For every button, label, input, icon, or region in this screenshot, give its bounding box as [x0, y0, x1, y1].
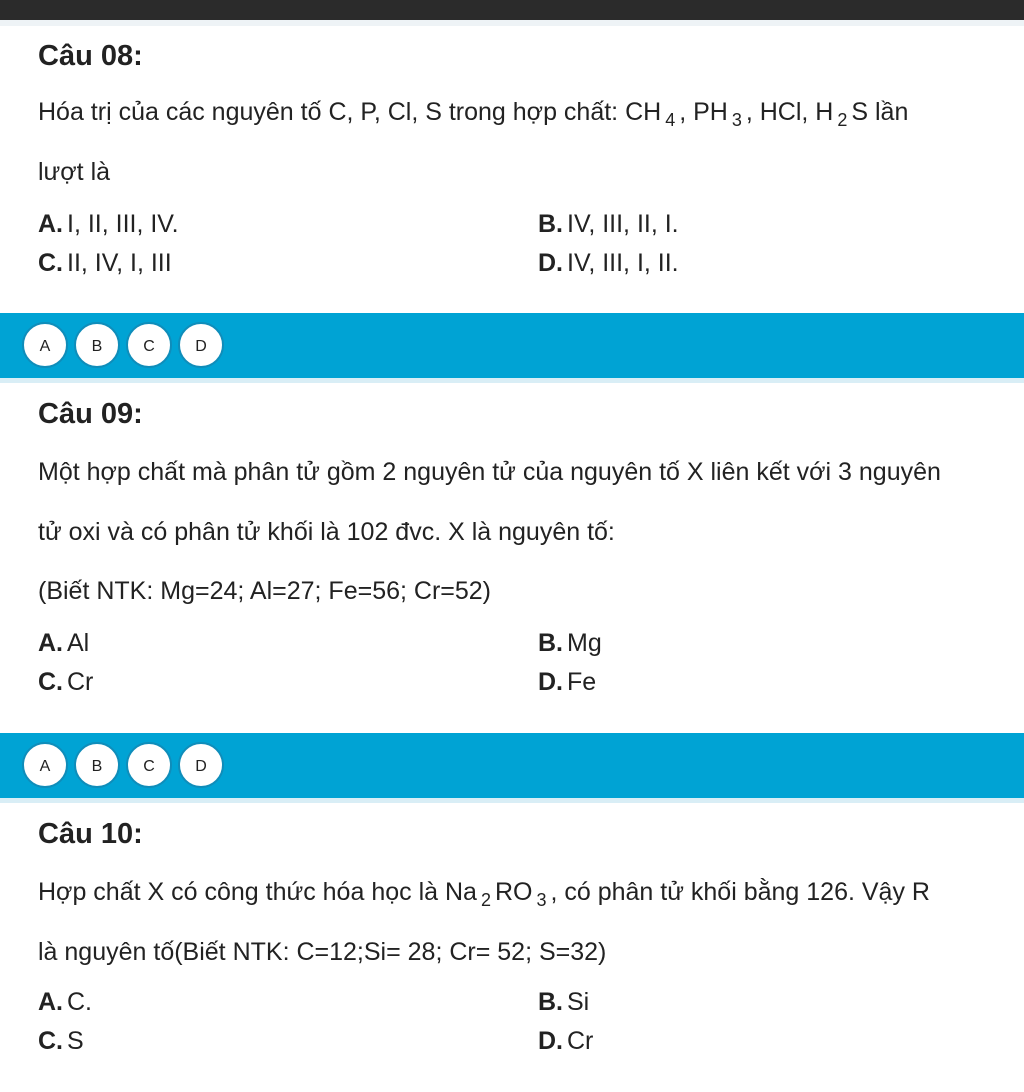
answer-button-b[interactable]: B	[74, 322, 120, 368]
subscript: 2	[480, 890, 491, 910]
option-letter: D.	[538, 249, 563, 277]
option-text: Cr	[567, 1027, 594, 1055]
top-bar	[0, 0, 1024, 20]
option-text: II, IV, I, III	[67, 249, 172, 277]
question-title: Câu 08:	[38, 40, 143, 72]
option-b	[538, 210, 679, 239]
text-part: RO	[494, 878, 533, 906]
option-letter: A.	[38, 629, 63, 657]
question-text-line1: Một hợp chất mà phân tử gồm 2 nguyên tử của nguyên tố X liên kết với 3 nguyên	[38, 458, 941, 486]
option-text: IV, III, II, I.	[567, 210, 679, 238]
option-c	[38, 249, 172, 278]
question-text-line2: là nguyên tố(Biết NTK: C=12;Si= 28; Cr= 52; S=32)	[38, 938, 607, 966]
question-text-line2: lượt là	[38, 158, 111, 186]
option-text: I, II, III, IV.	[67, 210, 179, 238]
answer-button-d[interactable]: D	[178, 742, 224, 788]
option-b	[538, 988, 589, 1017]
subscript: 4	[665, 110, 676, 130]
option-letter: A.	[38, 210, 63, 238]
question-title: Câu 09:	[38, 398, 143, 430]
answer-button-c[interactable]: C	[126, 742, 172, 788]
top-divider	[0, 20, 1024, 26]
answer-button-c[interactable]: C	[126, 322, 172, 368]
answer-button-b[interactable]: B	[74, 742, 120, 788]
option-letter: A.	[38, 988, 63, 1016]
option-c	[38, 668, 93, 697]
answer-button-a[interactable]: A	[22, 742, 68, 788]
option-text: Fe	[567, 668, 597, 696]
option-text: C.	[67, 988, 92, 1016]
option-letter: C.	[38, 249, 63, 277]
option-text: IV, III, I, II.	[567, 249, 679, 277]
option-d	[538, 249, 679, 278]
answer-bar-09	[0, 733, 1024, 803]
subscript: 3	[536, 890, 547, 910]
text-part: Hợp chất X có công thức hóa học là Na	[38, 878, 477, 906]
option-d	[538, 668, 596, 697]
option-a	[38, 629, 89, 658]
option-text: Cr	[67, 668, 94, 696]
option-a	[38, 988, 92, 1017]
option-letter: B.	[538, 988, 563, 1016]
question-text-line1	[38, 878, 930, 910]
option-text: S	[67, 1027, 84, 1055]
option-text: Si	[567, 988, 590, 1016]
option-b	[538, 629, 602, 658]
option-letter: D.	[538, 1027, 563, 1055]
answer-bar-08	[0, 313, 1024, 383]
question-text-line1	[38, 98, 909, 130]
subscript: 2	[837, 110, 848, 130]
option-letter: D.	[538, 668, 563, 696]
answer-button-d[interactable]: D	[178, 322, 224, 368]
option-a	[38, 210, 179, 239]
option-d	[538, 1027, 593, 1056]
text-part: , PH	[679, 98, 728, 126]
option-text: Al	[67, 629, 90, 657]
option-text: Mg	[567, 629, 602, 657]
option-letter: C.	[38, 1027, 63, 1055]
text-part: S lần	[851, 98, 909, 126]
option-letter: B.	[538, 210, 563, 238]
option-c	[38, 1027, 84, 1056]
question-text-line3: (Biết NTK: Mg=24; Al=27; Fe=56; Cr=52)	[38, 577, 492, 605]
text-part: , HCl, H	[745, 98, 834, 126]
text-part: Hóa trị của các nguyên tố C, P, Cl, S trong hợp chất: CH	[38, 98, 662, 126]
question-text-line2: tử oxi và có phân tử khối là 102 đvc. X là nguyên tố:	[38, 518, 615, 546]
answer-button-a[interactable]: A	[22, 322, 68, 368]
option-letter: B.	[538, 629, 563, 657]
subscript: 3	[731, 110, 742, 130]
text-part: , có phân tử khối bằng 126. Vậy R	[550, 878, 930, 906]
option-letter: C.	[38, 668, 63, 696]
question-title: Câu 10:	[38, 818, 143, 850]
